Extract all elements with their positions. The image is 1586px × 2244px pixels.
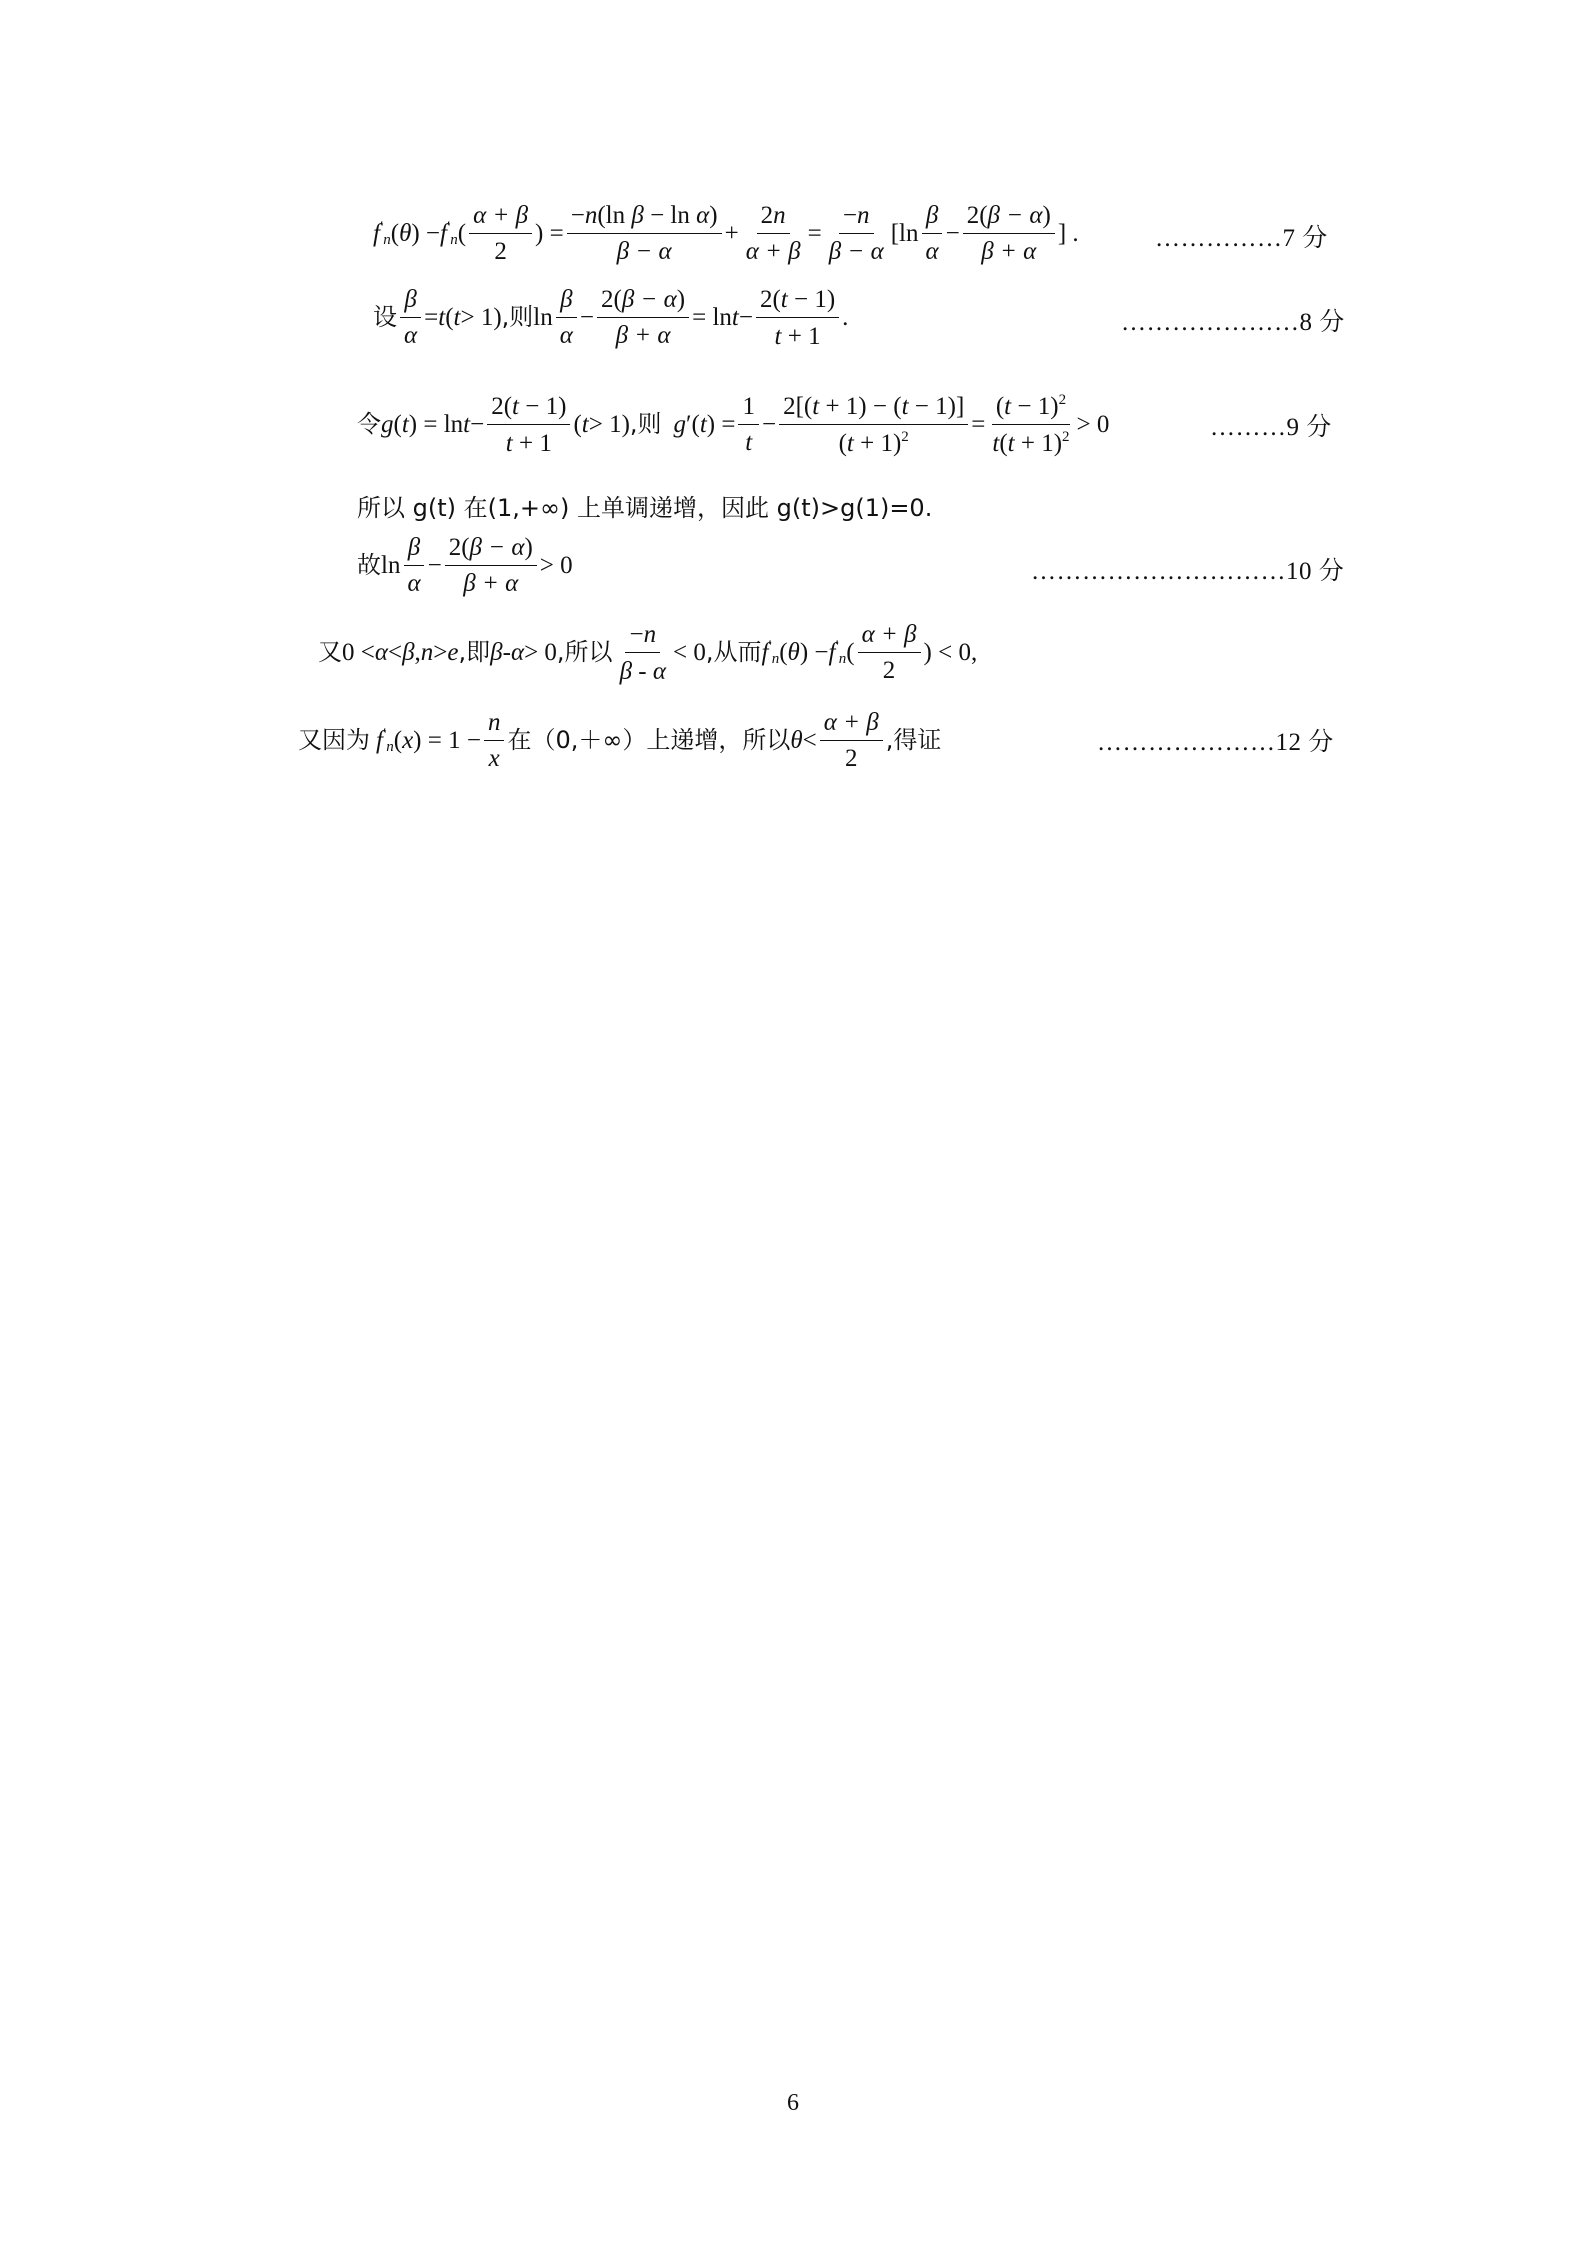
score-line-2: …………………8 分 xyxy=(1121,309,1345,336)
fraction: $\frac{\alpha + \beta}{2}$ xyxy=(820,710,883,771)
equation-line-1: f ′ $_n$ ( θ ) − f ′ $_n$ ( $\frac{\alpha + \beta}{2}$ ) = $\frac{\text{−n(ln β − ln α)}}{\beta - \alpha}$ + $\frac{2n}{\alpha + \beta}$ = $\frac{-n}{\beta - \alpha}$ [ln $\frac{\beta}{\alpha}$ − $\frac{2(\beta - \alpha)}{\beta + \alpha}$ ] . xyxy=(373,201,1079,265)
text-prefix: 又 xyxy=(318,638,342,666)
fraction: $\frac{2(t - 1)}{t + 1}$ xyxy=(487,393,570,456)
equation-line-3: 令 g ( t ) = ln t − $\frac{2(t - 1)}{t + 1}$ ( t > 1) ,则 g ′( t ) = $\frac{1}{t}$ − $\frac{2[(t + 1) - (t - 1)]}{(t + 1)^2}$ = $\frac{(t - 1)^2}{t(t + 1)^2}$ > 0 xyxy=(357,391,1110,457)
equation-line-6: 又 0 < α < β , n > e ,即 β - α > 0 ,所以 $\frac{-n}{\beta - \alpha}$ < 0 ,从而 f ′ $_n$ ( θ ) − f ′ $_n$ ( $\frac{\alpha + \beta}{2}$ ) < 0, xyxy=(318,620,978,685)
text-mid-2: ,得证 xyxy=(885,726,942,754)
fraction: $\frac{-n}{\beta - \alpha}$ xyxy=(619,620,666,685)
text-prefix: 又因为 xyxy=(298,726,370,754)
text-mid-3: ,从而 xyxy=(705,638,762,666)
text-mid-2: ,所以 xyxy=(556,638,613,666)
text-mid: ,则 xyxy=(501,303,534,331)
fraction: $\frac{2(t - 1)}{t + 1}$ xyxy=(756,286,839,349)
fraction: $\frac{1}{t}$ xyxy=(738,394,759,455)
fraction: $\frac{2(\beta - \alpha)}{\beta + \alpha}$ xyxy=(445,534,537,596)
fraction: $\frac{\beta}{\alpha}$ xyxy=(403,535,424,596)
score-line-3: ………9 分 xyxy=(1210,414,1332,441)
text-prefix: 故 xyxy=(357,551,381,579)
text-prefix: 设 xyxy=(373,303,397,331)
fraction: $\frac{\alpha + \beta}{2}$ xyxy=(469,203,532,264)
fraction: $\frac{\text{−n(ln β − ln α)}}{\beta - \alpha}$ xyxy=(567,202,722,264)
fraction: $\frac{\beta}{\alpha}$ xyxy=(556,287,577,348)
text-line-4: 所以 g(t) 在(1,+∞) 上单调递增，因此 g(t)>g(1)=0. xyxy=(357,494,933,522)
text-mid-1: ,即 xyxy=(458,638,491,666)
fraction: $\frac{n}{x}$ xyxy=(484,710,505,771)
equation-line-2: 设 $\frac{\beta}{\alpha}$ = t ( t > 1) ,则 ln $\frac{\beta}{\alpha}$ − $\frac{2(\beta - \alpha)}{\beta + \alpha}$ = ln t − $\frac{2(t - 1)}{t + 1}$ . xyxy=(373,285,849,350)
text-mid-1: 在（0,＋∞）上递增，所以 xyxy=(507,726,791,754)
fraction: $\frac{2(\beta - \alpha)}{\beta + \alpha}$ xyxy=(597,286,689,348)
text-prefix: 令 xyxy=(357,410,381,438)
equation-line-7: 又因为 f ′ $_n$ ( x ) = 1 − $\frac{n}{x}$ 在（0,＋∞）上递增，所以 θ < $\frac{\alpha + \beta}{2}$ ,得证 xyxy=(298,708,942,772)
fraction: $\frac{-n}{\beta - \alpha}$ xyxy=(828,202,884,265)
text-mid: ,则 xyxy=(629,410,662,438)
score-line-5: …………………………10 分 xyxy=(1031,558,1345,585)
fraction: $\frac{2(\beta - \alpha)}{\beta + \alpha}$ xyxy=(963,202,1055,264)
score-line-7: …………………12 分 xyxy=(1097,729,1334,756)
fraction: $\frac{2n}{\alpha + \beta}$ xyxy=(745,202,801,265)
fraction: $\frac{(t - 1)^2}{t(t + 1)^2}$ xyxy=(992,391,1070,457)
score-line-1: ……………7 分 xyxy=(1155,225,1328,252)
page-number: 6 xyxy=(787,2090,799,2116)
equation-line-5: 故 ln $\frac{\beta}{\alpha}$ − $\frac{2(\beta - \alpha)}{\beta + \alpha}$ > 0 xyxy=(357,533,573,597)
fraction: $\frac{\beta}{\alpha}$ xyxy=(400,287,421,348)
fraction: $\frac{2[(t + 1) - (t - 1)]}{(t + 1)^2}$ xyxy=(779,393,968,456)
fraction: $\frac{\beta}{\alpha}$ xyxy=(921,203,942,264)
fraction: $\frac{\alpha + \beta}{2}$ xyxy=(858,622,921,683)
